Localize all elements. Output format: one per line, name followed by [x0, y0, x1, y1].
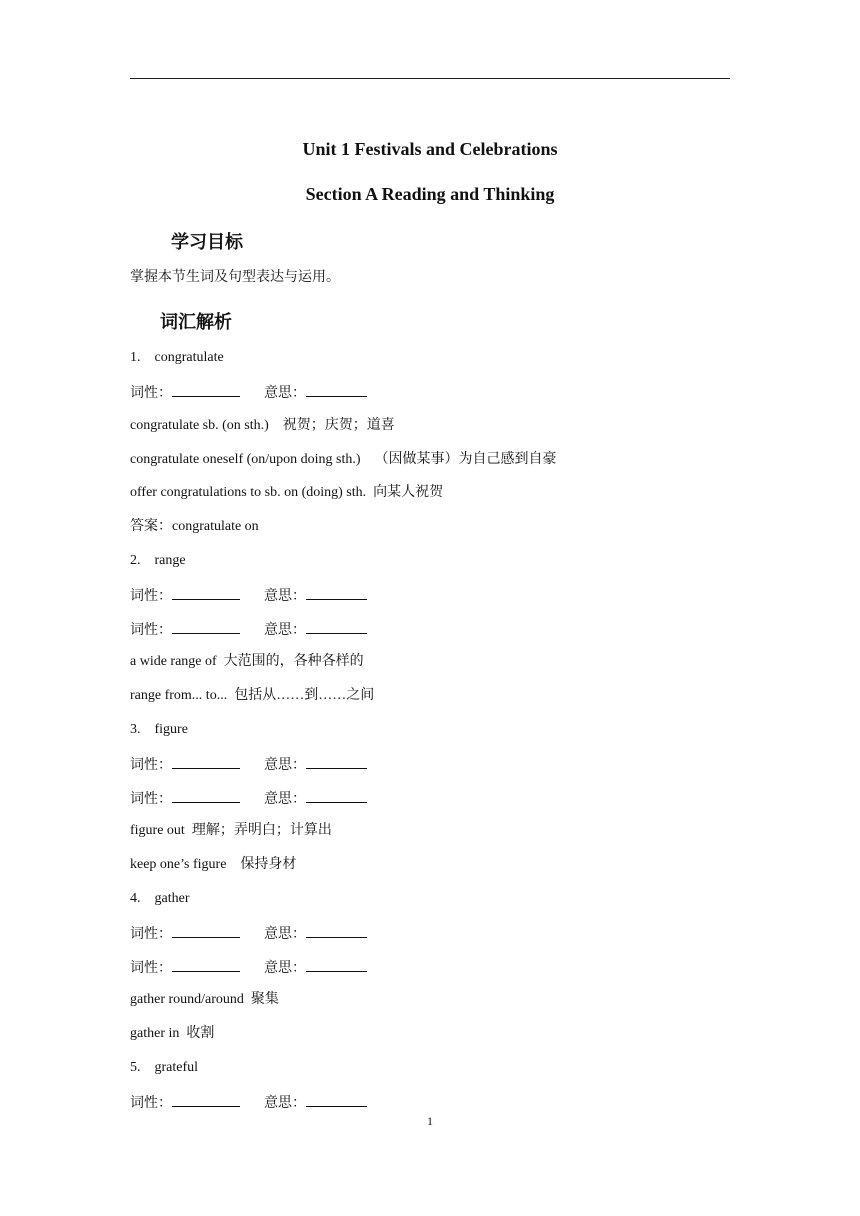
phrase-line: offer congratulations to sb. on (doing) sth. 向某人祝贺 — [130, 485, 444, 500]
pos-meaning-row — [130, 924, 367, 944]
pos-label: 词性： — [130, 758, 172, 773]
pos-meaning-row — [130, 1093, 367, 1113]
pos-meaning-row — [130, 586, 367, 606]
vocab-word: 5. grateful — [130, 1060, 199, 1075]
header-rule — [130, 78, 730, 79]
pos-label: 词性： — [130, 927, 172, 942]
meaning-blank[interactable] — [306, 586, 367, 600]
meaning-label: 意思： — [264, 927, 306, 942]
pos-blank[interactable] — [172, 620, 240, 634]
pos-blank[interactable] — [172, 924, 240, 938]
document-subtitle: Section A Reading and Thinking — [305, 184, 555, 204]
meaning-blank[interactable] — [306, 958, 367, 972]
vocab-word: 1. congratulate — [130, 350, 224, 365]
pos-blank[interactable] — [172, 958, 240, 972]
phrase-line: congratulate sb. (on sth.) 祝贺；庆贺；道喜 — [130, 418, 395, 433]
pos-blank[interactable] — [172, 586, 240, 600]
pos-label: 词性： — [130, 1096, 172, 1111]
pos-blank[interactable] — [172, 1093, 240, 1107]
phrase-line: keep one’s figure 保持身材 — [130, 857, 297, 872]
meaning-label: 意思： — [264, 623, 306, 638]
pos-meaning-row — [130, 755, 367, 775]
phrase-line: figure out 理解；弄明白；计算出 — [130, 823, 332, 838]
pos-blank[interactable] — [172, 383, 240, 397]
meaning-blank[interactable] — [306, 789, 367, 803]
phrase-line: range from... to... 包括从……到……之间 — [130, 688, 375, 703]
answer-line: 答案：congratulate on — [130, 519, 259, 534]
vocab-word: 4. gather — [130, 891, 190, 906]
phrase-line: congratulate oneself (on/upon doing sth.) （因做某事）为自己感到自豪 — [130, 452, 557, 467]
phrase-line: a wide range of 大范围的，各种各样的 — [130, 654, 364, 669]
pos-meaning-row — [130, 958, 367, 978]
pos-blank[interactable] — [172, 789, 240, 803]
meaning-label: 意思： — [264, 589, 306, 604]
meaning-blank[interactable] — [306, 620, 367, 634]
meaning-label: 意思： — [264, 792, 306, 807]
pos-label: 词性： — [130, 961, 172, 976]
meaning-label: 意思： — [264, 758, 306, 773]
pos-meaning-row — [130, 789, 367, 809]
pos-meaning-row — [130, 383, 367, 403]
meaning-label: 意思： — [264, 386, 306, 401]
vocab-word: 2. range — [130, 553, 186, 568]
phrase-line: gather round/around 聚集 — [130, 992, 279, 1007]
document-title: Unit 1 Festivals and Celebrations — [302, 139, 558, 159]
vocab-word: 3. figure — [130, 722, 188, 737]
section-heading-vocabulary: 词汇解析 — [160, 312, 232, 333]
meaning-label: 意思： — [264, 961, 306, 976]
phrase-line: gather in 收割 — [130, 1026, 215, 1041]
meaning-blank[interactable] — [306, 755, 367, 769]
meaning-blank[interactable] — [306, 1093, 367, 1107]
page-number: 1 — [427, 1114, 433, 1128]
pos-label: 词性： — [130, 623, 172, 638]
pos-label: 词性： — [130, 589, 172, 604]
meaning-blank[interactable] — [306, 924, 367, 938]
pos-label: 词性： — [130, 792, 172, 807]
objectives-text: 掌握本节生词及句型表达与运用。 — [130, 269, 340, 285]
pos-blank[interactable] — [172, 755, 240, 769]
meaning-blank[interactable] — [306, 383, 367, 397]
pos-label: 词性： — [130, 386, 172, 401]
pos-meaning-row — [130, 620, 367, 640]
section-heading-objectives: 学习目标 — [171, 232, 243, 253]
meaning-label: 意思： — [264, 1096, 306, 1111]
